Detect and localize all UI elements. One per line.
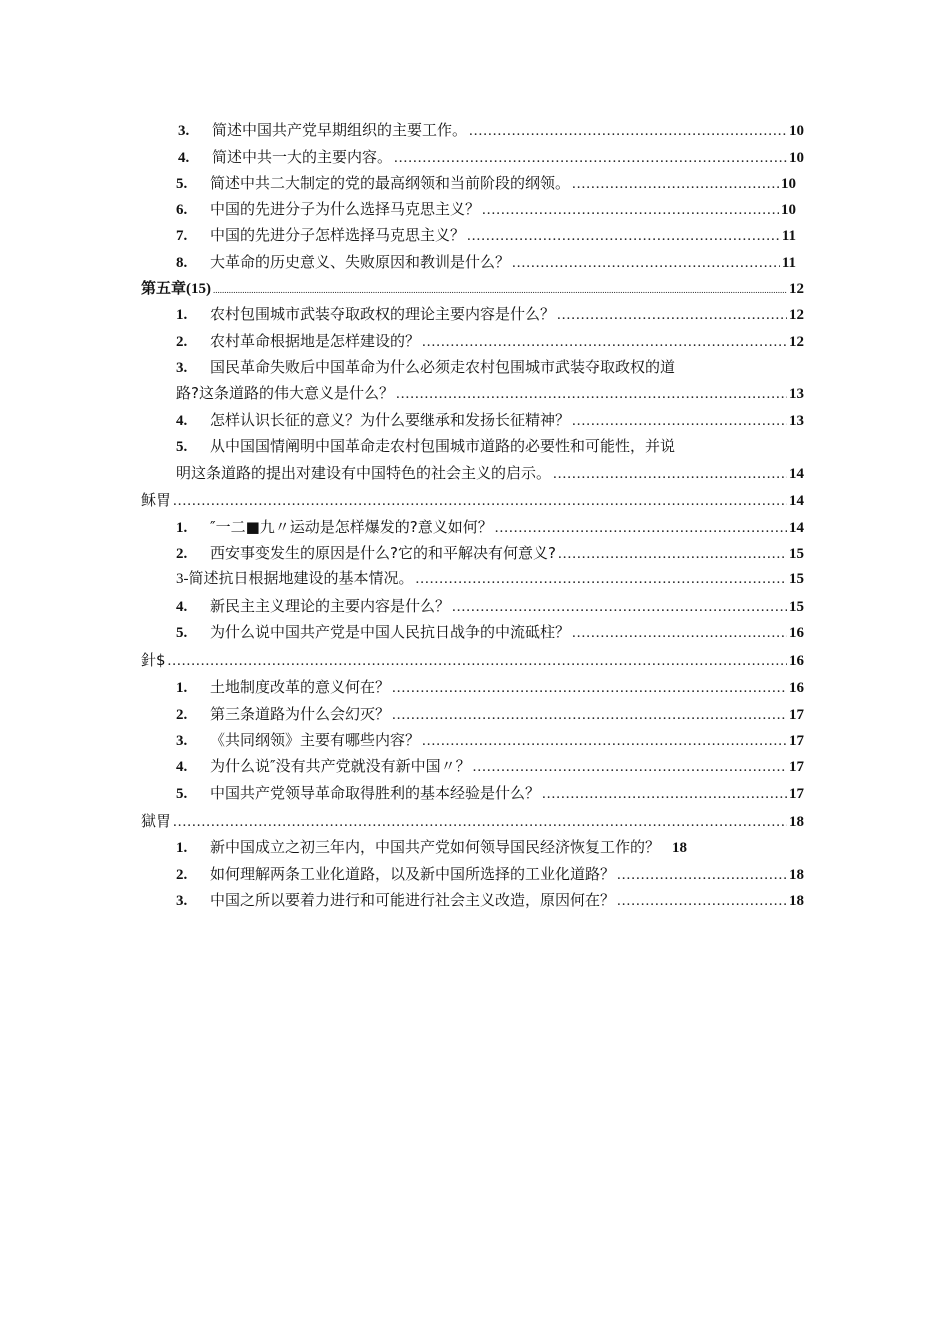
toc-entry[interactable] [176,704,804,725]
entry-title: 如何理解两条工业化道路，以及新中国所选择的工业化道路？ [210,865,616,883]
chapter-title: 針$ [141,651,166,669]
toc-entry-line2[interactable] [176,383,804,404]
dot-leader [394,148,787,168]
page-number: 10 [781,176,796,192]
page-number: 16 [789,680,804,696]
page-number: 11 [781,255,796,271]
entry-number: 2. [176,867,188,883]
chapter-title: 第五章(15) [141,281,211,297]
page-number: 17 [789,733,804,749]
page-number: 16 [789,625,804,641]
dot-leader [512,253,780,273]
dot-leader [416,569,788,589]
entry-title: 土地制度改革的意义何在？ [210,678,391,696]
dot-leader [422,731,787,751]
entry-number: 2. [176,707,188,723]
entry-title-continued: 明这条道路的提出对建设有中国特色的社会主义的启示。 [176,464,552,482]
entry-title: 中国共产党领导革命取得胜利的基本经验是什么？ [210,784,541,802]
toc-entry[interactable] [178,147,804,168]
entry-title: 为什么说中国共产党是中国人民抗日战争的中流砥柱？ [210,623,571,641]
entry-number: 5. [176,439,188,455]
page-number: 10 [781,202,796,218]
dot-leader [553,464,787,484]
dot-leader [473,757,787,777]
toc-chapter[interactable] [141,279,804,300]
page-number: 12 [789,307,804,323]
chapter-title: 獄胃 [141,812,172,830]
entry-number: 5. [176,625,188,641]
entry-number: 2. [176,334,188,350]
toc-entry[interactable] [176,890,804,911]
dot-leader [452,597,787,617]
entry-number: 8. [176,255,188,271]
toc-entry-line1[interactable] [176,357,804,378]
toc-entry[interactable] [176,543,804,564]
toc-entry[interactable] [178,120,804,141]
page-number: 14 [789,493,804,509]
dot-leader [617,865,787,885]
dot-leader [557,305,787,325]
toc-entry[interactable] [176,677,804,698]
dot-leader [482,200,779,220]
page-number: 10 [789,150,804,166]
entry-number: 3. [178,123,190,139]
page-number: 13 [789,386,804,402]
toc-entry[interactable] [176,756,804,777]
page-number: 17 [789,786,804,802]
page-number: 18 [789,867,804,883]
page-number: 17 [789,759,804,775]
entry-number: 5. [176,786,188,802]
entry-title: 中国的先进分子为什么选择马克思主义？ [210,200,481,218]
page-number: 12 [789,334,804,350]
toc-chapter[interactable] [141,650,804,671]
toc-entry[interactable] [176,225,796,246]
page-number: 11 [781,228,796,244]
entry-title: 新中国成立之初三年内，中国共产党如何领导国民经济恢复工作的？ [210,838,661,856]
toc-entry[interactable] [176,331,804,352]
toc-entry-line2[interactable] [176,463,804,484]
entry-title: 西安事变发生的原因是什么?它的和平解决有何意义? [210,544,556,562]
page-number: 14 [789,520,804,536]
toc-chapter[interactable] [141,811,804,832]
toc-entry[interactable] [176,730,804,751]
entry-number: 3. [176,893,188,909]
entry-number: 3. [176,360,188,376]
page-number: 14 [789,466,804,482]
entry-number: 4. [178,150,190,166]
entry-title: 农村革命根据地是怎样建设的？ [210,332,421,350]
entry-title: 农村包围城市武装夺取政权的理论主要内容是什么？ [210,305,556,323]
entry-title: 为什么说″没有共产党就没有新中国〃？ [210,757,471,775]
dot-leader [467,226,780,246]
dot-leader [168,651,787,671]
toc-entry[interactable] [176,837,804,858]
entry-title: 中国之所以要着力进行和可能进行社会主义改造，原因何在？ [210,891,616,909]
dot-leader [392,678,787,698]
page-number: 10 [789,123,804,139]
dot-leader [572,623,787,643]
dot-leader [617,891,787,911]
toc-entry[interactable] [176,252,796,273]
entry-number: 1. [176,840,188,856]
entry-number: 4. [176,759,188,775]
entry-title: 简述中共一大的主要内容。 [212,148,393,166]
toc-entry[interactable] [176,304,804,325]
entry-number: 4. [176,413,188,429]
dot-leader [469,121,787,141]
toc-chapter[interactable] [141,490,804,511]
dot-leader [572,174,779,194]
toc-entry[interactable] [176,173,796,194]
page-number: 15 [789,599,804,615]
page-number: 18 [789,814,804,830]
page-number: 16 [789,653,804,669]
page-number: 15 [789,546,804,562]
toc-entry[interactable] [176,864,804,885]
entry-title: ″一二■九〃运动是怎样爆发的?意义如何？ [210,518,493,536]
entry-title-continued: 路?这条道路的伟大意义是什么？ [176,384,394,402]
entry-number: 2. [176,546,188,562]
page-number: 15 [789,571,804,587]
page-number: 18 [789,893,804,909]
entry-number: 6. [176,202,188,218]
page-number: 17 [789,707,804,723]
entry-number: 1. [176,520,188,536]
toc-entry[interactable] [176,596,804,617]
dot-leader [558,544,787,564]
dot-leader [542,784,787,804]
chapter-title: 稣胃 [141,491,172,509]
entry-title: 国民革命失败后中国革命为什么必须走农村包围城市武装夺取政权的道 [210,358,676,376]
toc-entry[interactable] [176,517,804,538]
entry-number: 3. [176,733,188,749]
dot-leader [173,812,787,832]
entry-number: 7. [176,228,188,244]
entry-number: 4. [176,599,188,615]
page-number: 13 [789,413,804,429]
toc-entry-line1[interactable] [176,436,804,457]
page-number: 12 [789,281,804,297]
entry-title: 从中国国情阐明中国革命走农村包围城市道路的必要性和可能性，并说 [210,437,676,455]
entry-title: 《共同纲领》主要有哪些内容？ [210,731,421,749]
entry-number: 1. [176,307,188,323]
dot-leader [422,332,787,352]
dot-leader [213,280,787,300]
entry-title: 怎样认识长征的意义？为什么要继承和发扬长征精神？ [210,411,571,429]
entry-title: 3-简述抗日根据地建设的基本情况。 [176,571,414,587]
entry-title: 简述中共二大制定的党的最高纲领和当前阶段的纲领。 [210,174,571,192]
entry-title: 中国的先进分子怎样选择马克思主义？ [210,226,466,244]
entry-title: 新民主主义理论的主要内容是什么？ [210,597,451,615]
dot-leader [572,411,787,431]
entry-title: 大革命的历史意义、失败原因和教训是什么？ [210,253,511,271]
page-number: 18 [672,840,688,856]
toc-entry[interactable] [176,569,804,589]
entry-number: 5. [176,176,188,192]
toc-entry[interactable] [176,199,796,220]
toc-entry[interactable] [176,410,804,431]
dot-leader [495,518,787,538]
entry-title: 简述中国共产党早期组织的主要工作。 [212,121,468,139]
toc-entry[interactable] [176,622,804,643]
dot-leader [173,491,787,511]
toc-entry[interactable] [176,783,804,804]
entry-title: 第三条道路为什么会幻灭？ [210,705,391,723]
dot-leader [392,705,787,725]
dot-leader [396,384,787,404]
entry-number: 1. [176,680,188,696]
